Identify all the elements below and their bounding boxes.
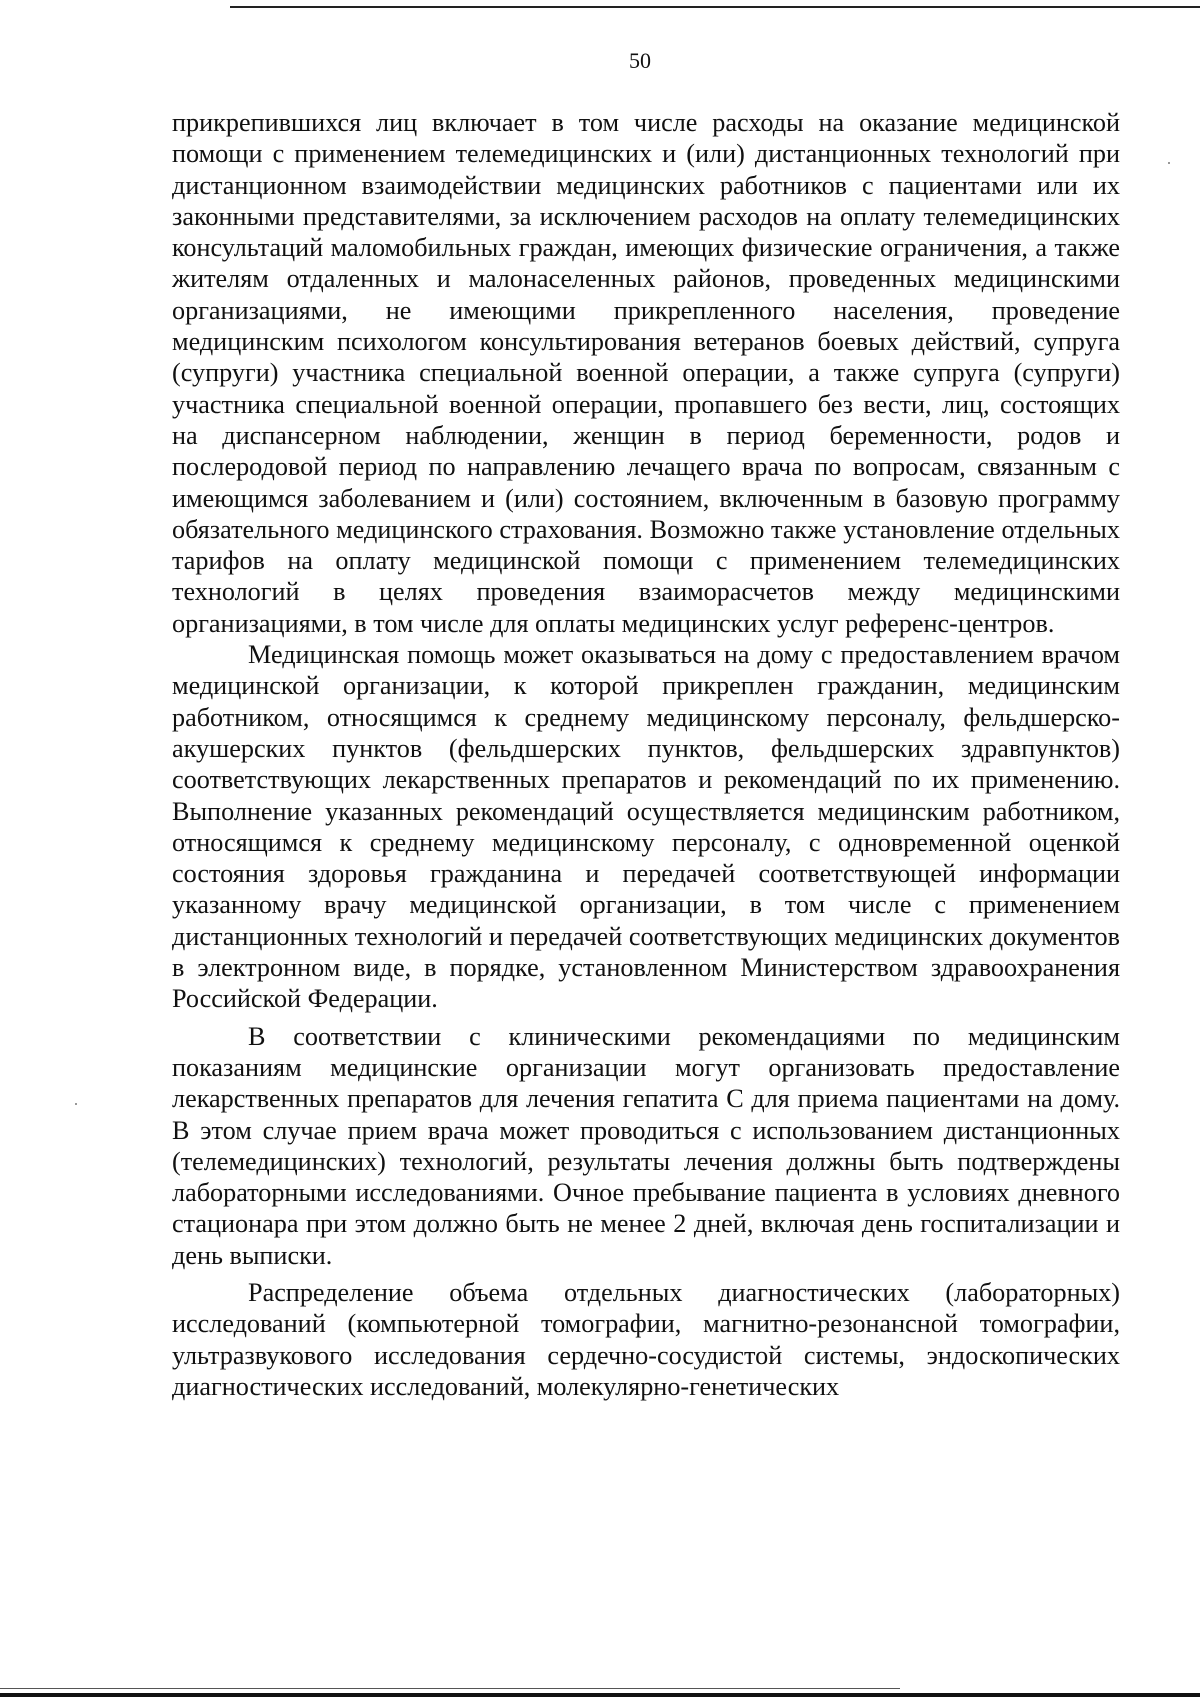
scan-speck	[1168, 162, 1170, 164]
paragraph-hepatitis-c: В соответствии с клиническими рекомендациями по медицинским показаниям медицинские организации могут организовать предоставление лекарственных препаратов для лечения гепатита С для приема пациентами на дому. В этом случае прием врача может проводиться с использованием дистанционных (телемедицинских) технологий, результаты лечения должны быть подтверждены лабораторными исследованиями. Очное пребывание пациента в условиях дневного стационара при этом должно быть не менее 2 дней, включая день госпитализации и день выписки.	[172, 1021, 1120, 1270]
scan-speck	[75, 1103, 77, 1105]
paragraph-continuation: прикрепившихся лиц включает в том числе расходы на оказание медицинской помощи с применением телемедицинских и (или) дистанционных технологий при дистанционном взаимодействии медицинских работников с пациентами или их законными представителями, за исключением расходов на оплату телемедицинских консультаций маломобильных граждан, имеющих физические ограничения, а также жителям отдаленных и малонаселенных районов, проведенных медицинскими организациями, не имеющими прикрепленного населения, проведение медицинским психологом консультирования ветеранов боевых действий, супруга (супруги) участника специальной военной операции, а также супруга (супруги) участника специальной военной операции, пропавшего без вести, лиц, состоящих на диспансерном наблюдении, женщин в период беременности, родов и послеродовой период по направлению лечащего врача по вопросам, связанным с имеющимся заболеванием и (или) состоянием, включенным в базовую программу обязательного медицинского страхования. Возможно также установление отдельных тарифов на оплату медицинской помощи с применением телемедицинских технологий в целях проведения взаиморасчетов между медицинскими организациями, в том числе для оплаты медицинских услуг референс-центров.	[172, 108, 1120, 638]
scan-bottom-shadow	[0, 1688, 900, 1689]
page-number: 50	[629, 48, 651, 73]
document-body	[172, 107, 1120, 1402]
scan-top-edge	[230, 6, 1200, 8]
paragraph-diagnostics: Распределение объема отдельных диагностических (лабораторных) исследований (компьютерной томографии, магнитно-резонансной томографии, ультразвукового исследования сердечно-сосудистой системы, эндоскопических диагностических исследований, молекулярно-генетических	[172, 1277, 1120, 1401]
paragraph-home-care: Медицинская помощь может оказываться на дому с предоставлением врачом медицинской организации, к которой прикреплен гражданин, медицинским работником, относящимся к среднему медицинскому персоналу, фельдшерско-акушерских пунктов (фельдшерских пунктов, фельдшерских здравпунктов) соответствующих лекарственных препаратов и рекомендаций по их применению. Выполнение указанных рекомендаций осуществляется медицинским работником, относящимся к среднему медицинскому персоналу, с одновременной оценкой состояния здоровья гражданина и передачей соответствующей информации указанному врачу медицинской организации, в том числе с применением дистанционных технологий и передачей соответствующих медицинских документов в электронном виде, в порядке, установленном Министерством здравоохранения Российской Федерации.	[172, 640, 1120, 1014]
scan-bottom-edge	[0, 1693, 1200, 1697]
